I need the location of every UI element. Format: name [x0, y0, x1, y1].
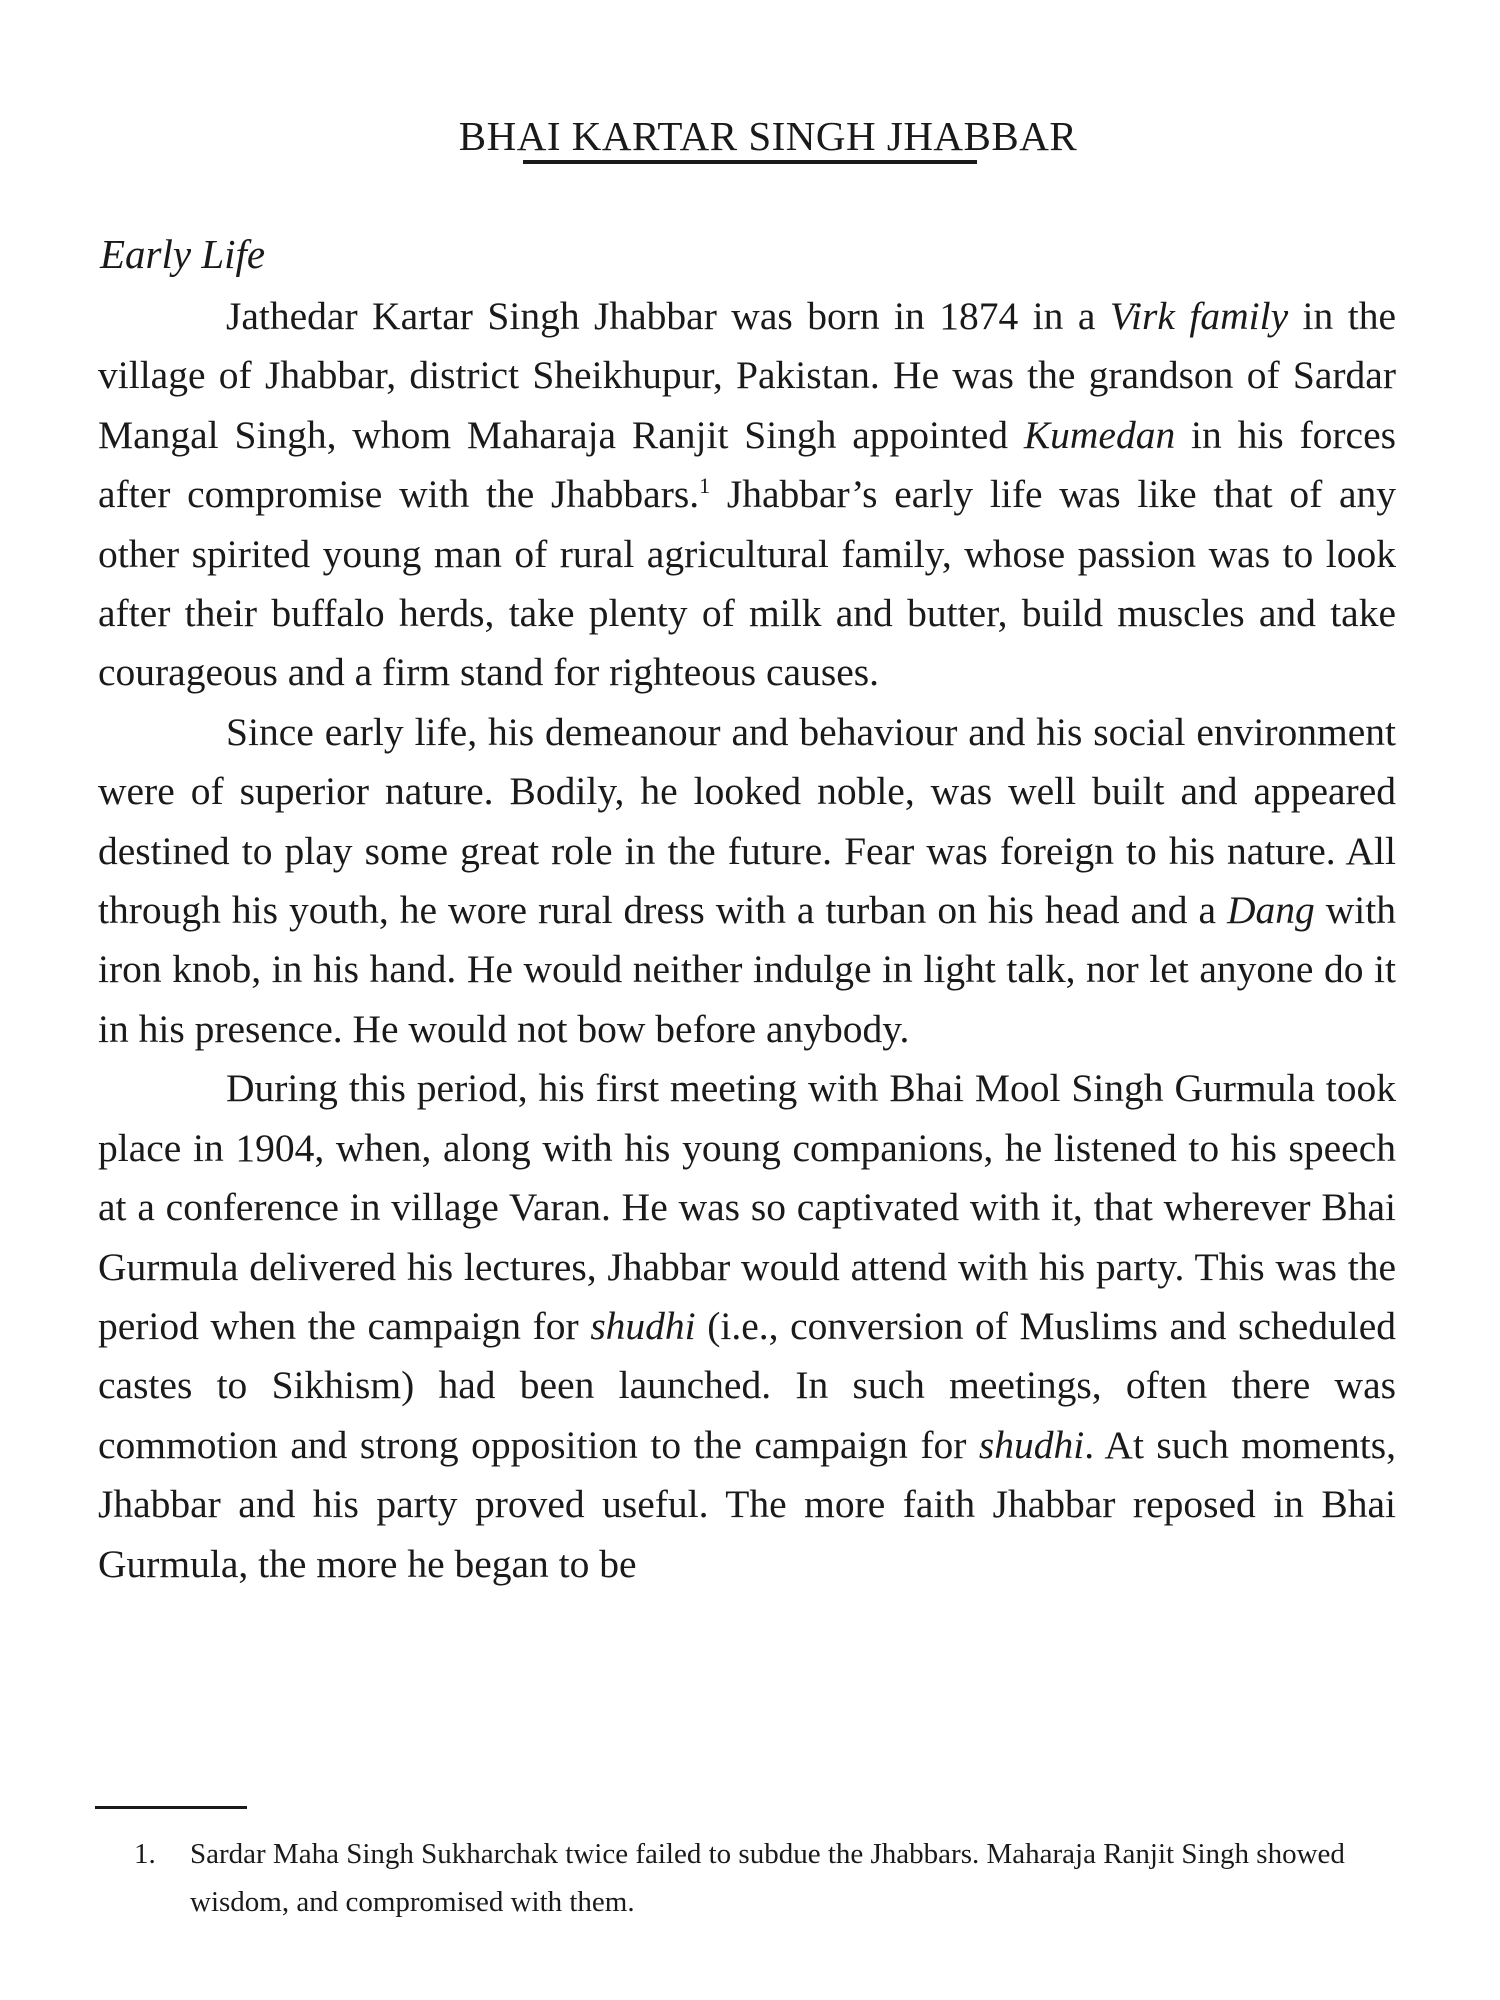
title-underline — [523, 160, 977, 164]
paragraph: Jathedar Kartar Singh Jhabbar was born in 1874 in a Virk family in the village of Jhabbar, district Sheikhupur, Pakistan. He was the grandson of Sardar Mangal Singh, whom Maharaja Ranjit Singh appointed Kumedan in his forces after compromise with the Jhabbars.$^1$ Jhabbar’s early life was like that of any other spirited young man of rural agricultural family, whose passion was to look after their buffalo herds, take plenty of milk and butter, build muscles and take courageous and a firm stand for righteous causes. — [98, 294, 1396, 695]
italic-term: Kumedan — [1023, 412, 1176, 457]
italic-term: shudhi — [590, 1303, 696, 1348]
footnote-text: Sardar Maha Singh Sukharchak twice failed to subdue the Jhabbars. Maharaja Ranjit Singh showed wisdom, and compromised with them. — [190, 1838, 1345, 1918]
footnote — [134, 1830, 1389, 1926]
italic-term: Virk family — [1109, 294, 1289, 338]
italic-term: shudhi — [978, 1422, 1085, 1467]
footnote-reference: 1 — [699, 473, 711, 499]
italic-term: Dang — [1227, 888, 1315, 933]
page-title: BHAI KARTAR SINGH JHABBAR — [458, 113, 1078, 159]
paragraph: Since early life, his demeanour and behaviour and his social environment were of superior nature. Bodily, he looked noble, was well built and appeared destined to play some great role in the future. Fear was foreign to his nature. All through his youth, he wore rural dress with a turban on his head and a Dang with iron knob, in his hand. He would neither indulge in light talk, nor let anyone do it in his presence. He would not bow before anybody. — [98, 709, 1396, 1051]
paragraph: During this period, his first meeting with Bhai Mool Singh Gurmula took place in 1904, when, along with his young companions, he listened to his speech at a conference in village Varan. He was so captivated with it, that wherever Bhai Gurmula delivered his lectures, Jhabbar would attend with his party. This was the period when the campaign for shudhi (i.e., conversion of Muslims and scheduled castes to Sikhism) had been launched. In such meetings, often there was commotion and strong opposition to the campaign for shudhi. At such moments, Jhabbar and his party proved useful. The more faith Jhabbar reposed in Bhai Gurmula, the more he began to be — [98, 1066, 1397, 1586]
footnote-number: 1. — [134, 1838, 156, 1870]
title-wrapper — [0, 112, 1500, 160]
section-heading: Early Life — [100, 231, 266, 277]
body-text — [98, 287, 1396, 1594]
footnote-divider — [95, 1806, 247, 1809]
